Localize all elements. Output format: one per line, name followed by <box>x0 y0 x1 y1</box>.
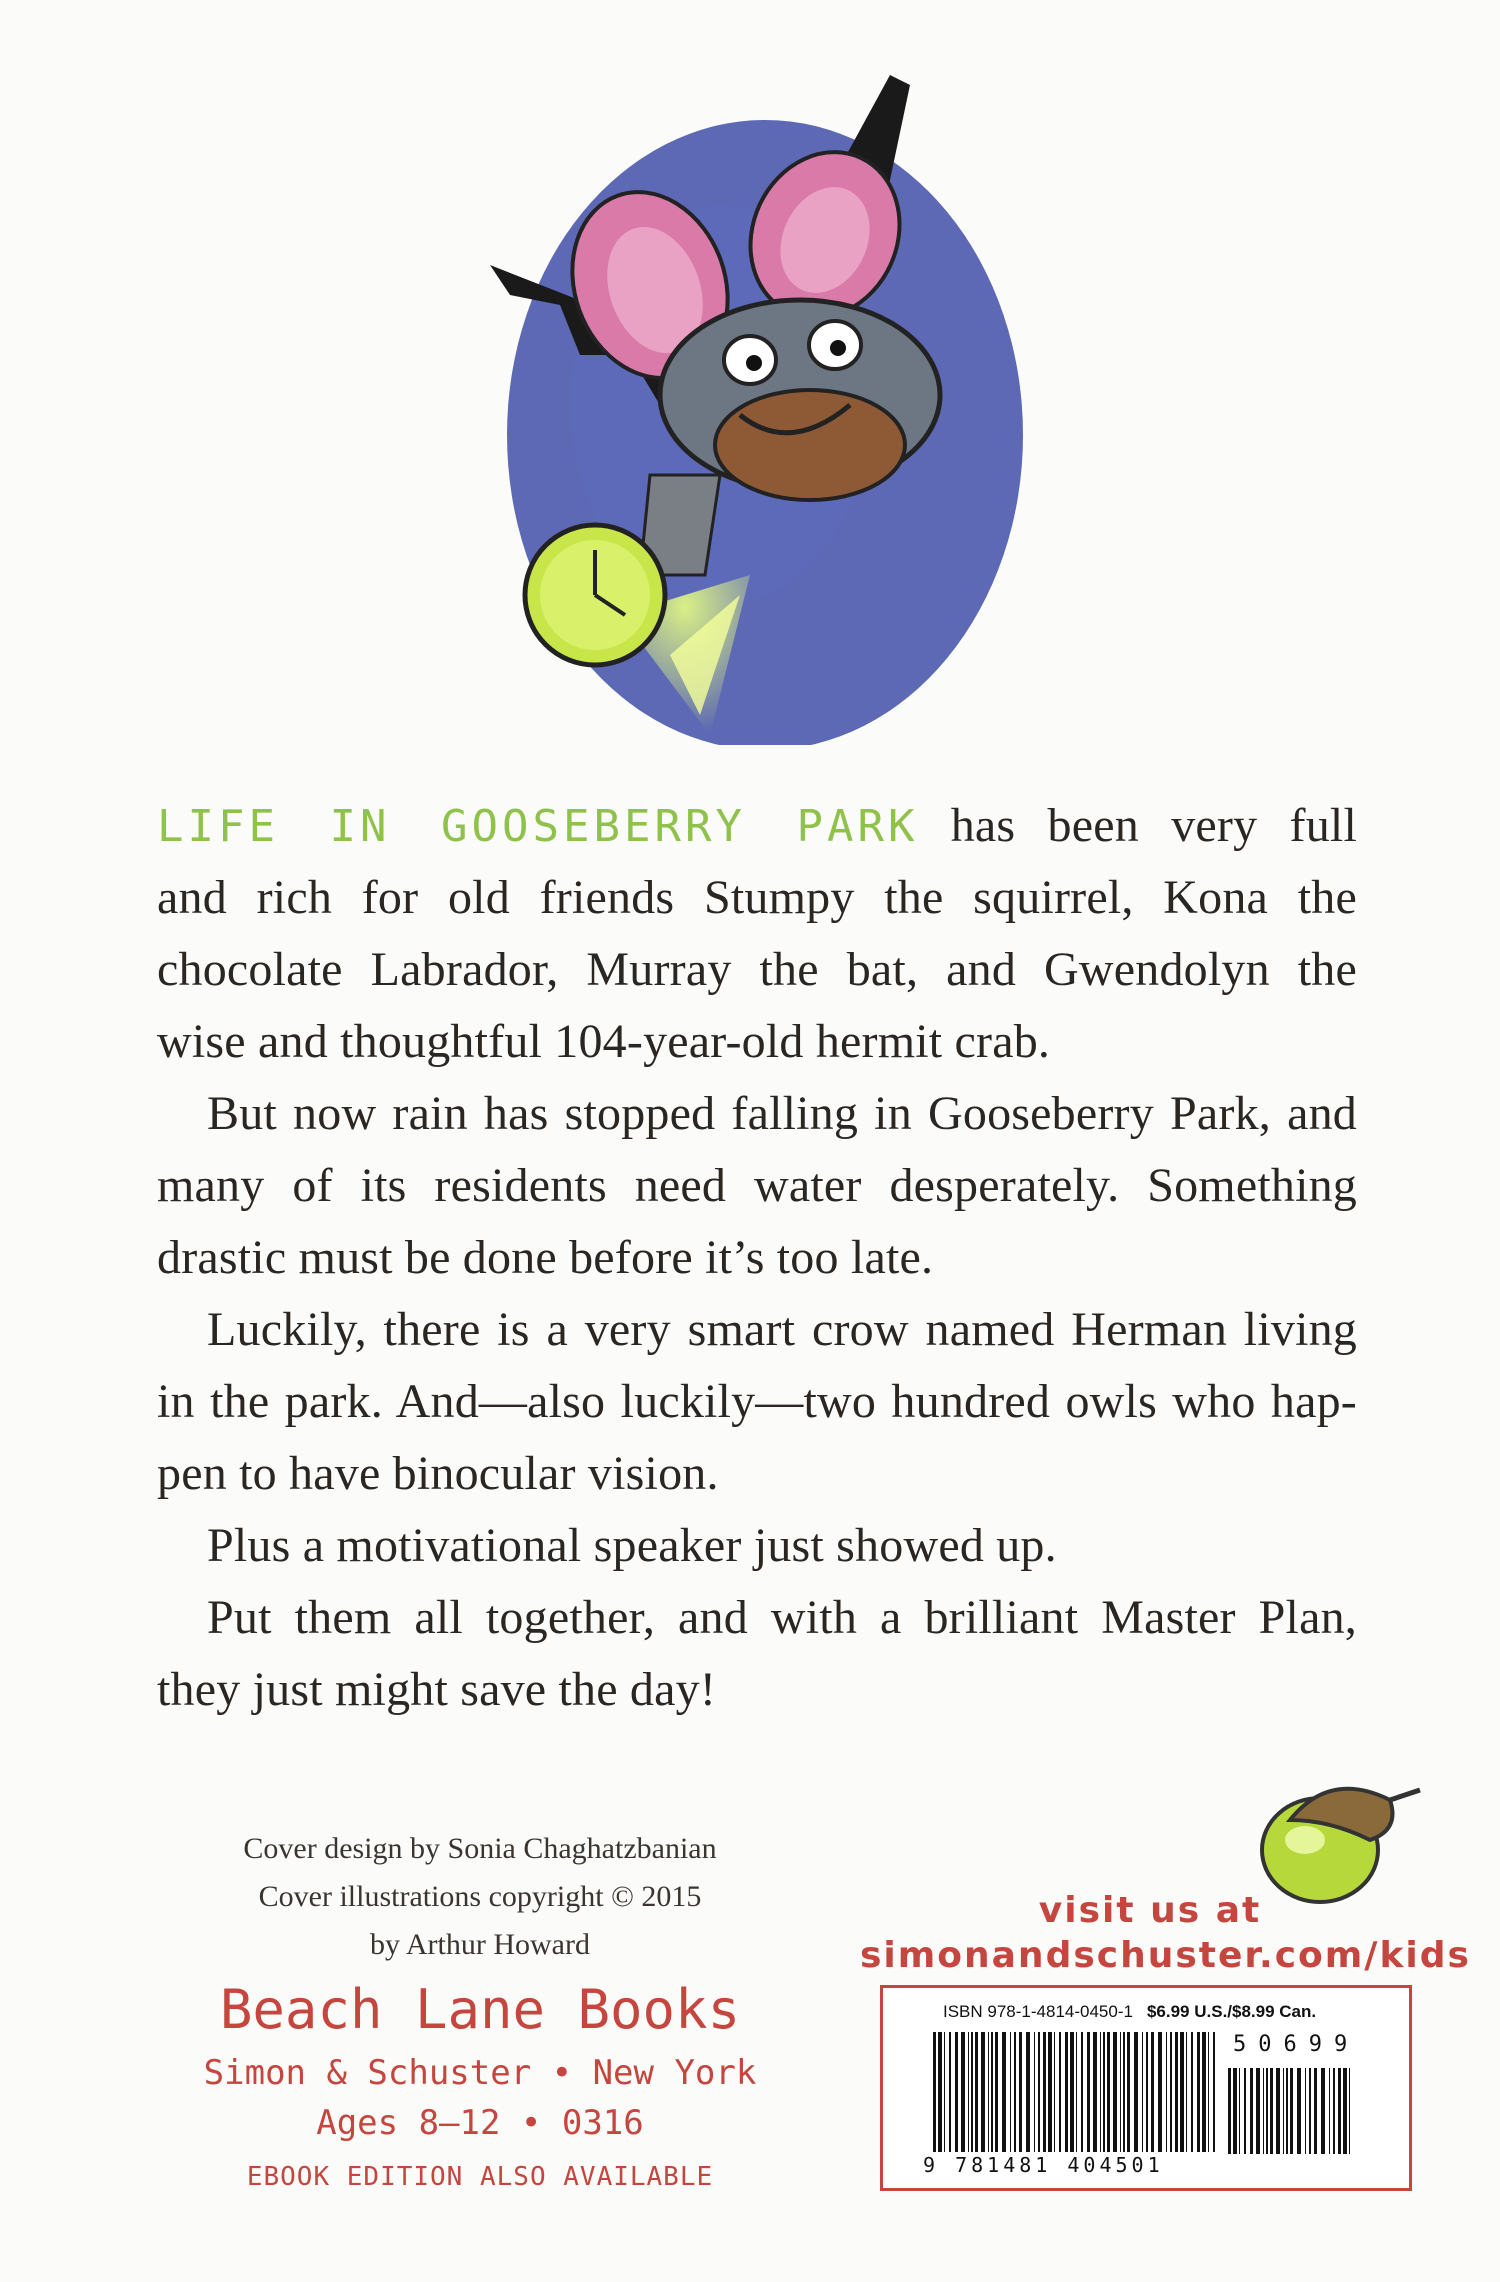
barcode-bar <box>1065 2032 1068 2152</box>
barcode-bar <box>1081 2032 1083 2152</box>
barcode-bar <box>933 2032 936 2152</box>
blurb-line: But now rain has stopped falling in Gooseberry Park, and <box>207 1087 1357 1140</box>
publisher-house: Simon & Schuster • New York <box>203 2053 757 2093</box>
barcode-bar <box>1338 2068 1341 2154</box>
barcode-bar <box>1076 2032 1077 2152</box>
barcode-bar <box>1158 2032 1162 2152</box>
barcode-bar <box>1134 2032 1138 2152</box>
barcode-bar <box>1100 2032 1101 2152</box>
visit-url[interactable]: simonandschuster.com/kids <box>860 1935 1471 1976</box>
barcode-bar <box>1239 2068 1240 2154</box>
barcode-bar <box>1191 2032 1193 2152</box>
barcode-bar <box>1146 2032 1148 2152</box>
barcode-bar <box>1048 2032 1052 2152</box>
barcode-bar <box>1256 2068 1260 2154</box>
blurb-line: drastic must be done before it’s too late. <box>157 1231 934 1284</box>
price-code: 50699 <box>1233 2032 1360 2057</box>
barcode-bar <box>1186 2032 1187 2152</box>
barcode-bar <box>1014 2032 1016 2152</box>
barcode-bar <box>1170 2032 1172 2152</box>
blurb-line: Put them all together, and with a brilliant Master Plan, <box>207 1591 1357 1644</box>
barcode-bar <box>981 2032 985 2152</box>
barcode-bar <box>995 2032 998 2152</box>
blurb-line: wise and thoughtful 104-year-old hermit crab. <box>157 1015 1051 1068</box>
barcode-bar <box>1276 2068 1280 2154</box>
price-label: $6.99 U.S./$8.99 Can. <box>1146 2002 1317 2021</box>
barcode-bar <box>1244 2068 1246 2154</box>
bat-illustration <box>470 55 1070 745</box>
barcode-bar <box>1180 2032 1184 2152</box>
barcode-bar <box>1103 2032 1105 2152</box>
barcode-bar <box>1208 2032 1209 2152</box>
barcode-bar <box>1314 2068 1317 2154</box>
acorn-icon <box>1250 1760 1430 1910</box>
publisher-imprint: Beach Lane Books <box>219 1978 741 2041</box>
barcode-bar <box>1175 2032 1178 2152</box>
barcode-bar <box>1043 2032 1046 2152</box>
barcode-main <box>933 2032 1223 2152</box>
barcode-bar <box>1093 2032 1097 2152</box>
blurb-line: many of its residents need water desperately. Something <box>157 1159 1357 1212</box>
barcode-bar <box>961 2032 965 2152</box>
barcode-bar <box>1349 2068 1350 2154</box>
barcode-bar <box>1034 2032 1035 2152</box>
barcode-bar <box>1266 2068 1268 2154</box>
blurb-line: and rich for old friends Stumpy the squirrel, Kona the <box>157 871 1357 924</box>
barcode-panel <box>880 1985 1412 2191</box>
barcode-bar <box>1329 2068 1330 2154</box>
barcode-bar <box>1250 2068 1253 2154</box>
barcode-bar <box>1059 2032 1061 2152</box>
barcode-bar <box>1113 2032 1117 2152</box>
blurb-lead: LIFE IN GOOSEBERRY PARK <box>157 801 919 852</box>
barcode-bar <box>1286 2068 1288 2154</box>
barcode-bar <box>1038 2032 1040 2152</box>
credit-line: Cover design by Sonia Chaghatzbanian <box>243 1832 717 1865</box>
barcode-bar <box>968 2032 969 2152</box>
blurb-line: Luckily, there is a very smart crow named Herman living <box>207 1303 1357 1356</box>
barcode-bar <box>1120 2032 1121 2152</box>
barcode-bar <box>1123 2032 1125 2152</box>
barcode-bar <box>1321 2068 1325 2154</box>
barcode-bar <box>1087 2032 1090 2152</box>
barcode-bar <box>1019 2032 1022 2152</box>
blurb-line: pen to have binocular vision. <box>157 1447 719 1500</box>
barcode-bar <box>1202 2032 1206 2152</box>
barcode-bar <box>1070 2032 1074 2152</box>
isbn-line <box>943 2002 1316 2022</box>
barcode-bar <box>1228 2068 1231 2154</box>
barcode-bar <box>949 2032 951 2152</box>
barcode-addon <box>1228 2068 1358 2154</box>
blurb-p1-first-rest: has been very full <box>918 799 1357 852</box>
barcode-bar <box>991 2032 993 2152</box>
barcode-bar <box>1263 2068 1264 2154</box>
barcode-bar <box>1233 2068 1237 2154</box>
barcode-bar <box>1333 2068 1335 2154</box>
barcode-bar <box>1283 2068 1284 2154</box>
barcode-bar <box>988 2032 989 2152</box>
barcode-bar <box>1142 2032 1143 2152</box>
visit-label: visit us at <box>1038 1890 1262 1931</box>
barcode-bar <box>1305 2068 1306 2154</box>
publisher-ages: Ages 8–12 • 0316 <box>316 2103 644 2143</box>
barcode-bar <box>1127 2032 1130 2152</box>
barcode-digits: 9 781481 404501 <box>923 2153 1164 2177</box>
barcode-bar <box>1026 2032 1030 2152</box>
isbn-label: ISBN 978-1-4814-0450-1 <box>943 2002 1133 2021</box>
barcode-bar <box>1309 2068 1311 2154</box>
blurb-paragraph-1 <box>157 790 1357 863</box>
barcode-bar <box>1343 2068 1347 2154</box>
barcode-bar <box>955 2032 958 2152</box>
barcode-bar <box>1002 2032 1006 2152</box>
blurb-line: Plus a motivational speaker just showed up. <box>207 1519 1057 1572</box>
blurb-line: in the park. And—also luckily—two hundred owls who hap- <box>157 1375 1357 1428</box>
barcode-bar <box>1197 2032 1200 2152</box>
credit-line: Cover illustrations copyright © 2015 <box>258 1880 702 1913</box>
barcode-bar <box>971 2032 973 2152</box>
ebook-notice: EBOOK EDITION ALSO AVAILABLE <box>246 2162 714 2192</box>
barcode-bar <box>1270 2068 1273 2154</box>
barcode-bar <box>1290 2068 1293 2154</box>
barcode-bar <box>1054 2032 1055 2152</box>
barcode-bar <box>944 2032 945 2152</box>
barcode-bar <box>975 2032 978 2152</box>
barcode-bar <box>1166 2032 1167 2152</box>
barcode-bar <box>1010 2032 1011 2152</box>
credit-line: by Arthur Howard <box>370 1928 590 1961</box>
barcode-bar <box>1213 2032 1215 2152</box>
barcode-bar <box>938 2032 942 2152</box>
barcode-bar <box>1151 2032 1154 2152</box>
blurb-line: chocolate Labrador, Murray the bat, and Gwendolyn the <box>157 943 1357 996</box>
barcode-bar <box>1297 2068 1301 2154</box>
blurb-line: they just might save the day! <box>157 1663 717 1716</box>
barcode-bar <box>1107 2032 1110 2152</box>
